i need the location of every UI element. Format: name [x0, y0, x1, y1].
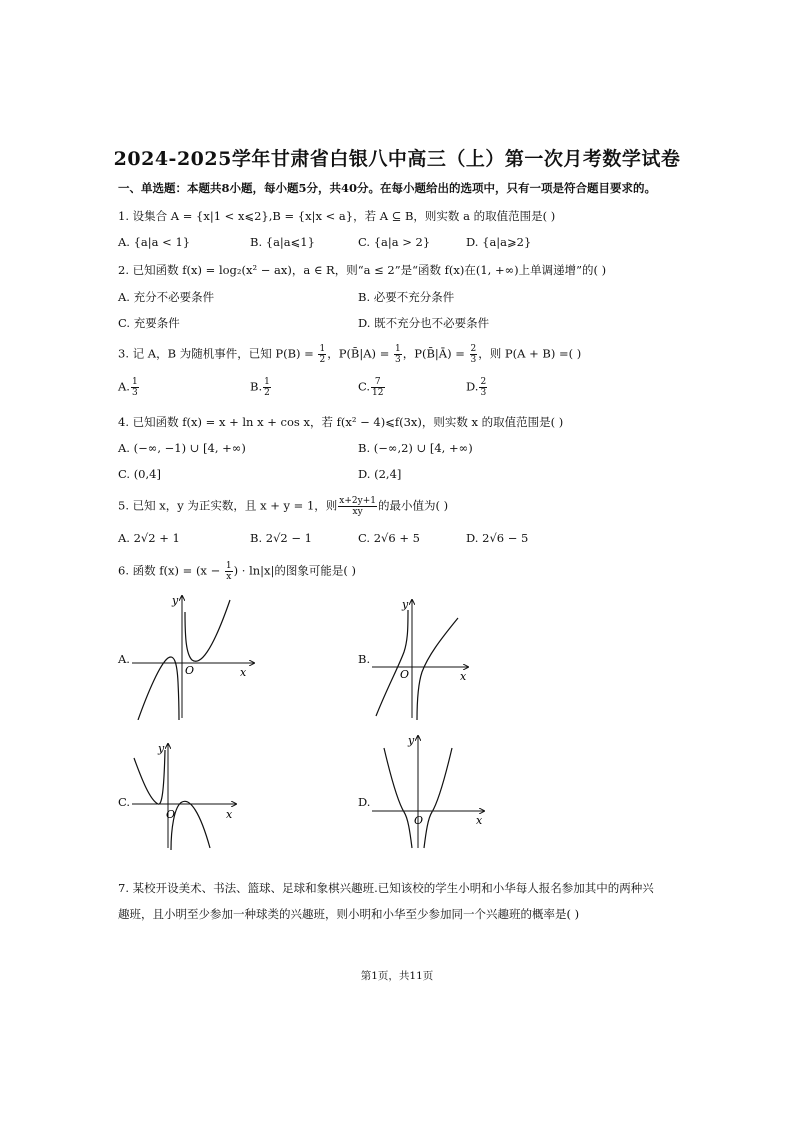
question-5-option-d: D. 2√6 − 5	[466, 531, 529, 545]
graph-b-origin: O	[400, 668, 410, 681]
graph-d-origin: O	[414, 814, 424, 827]
graph-d-curve-left	[384, 748, 412, 848]
graph-d	[370, 732, 490, 850]
question-4-option-b: B. (−∞,2) ∪ [4, +∞)	[358, 441, 473, 455]
graph-d-y-label: y	[408, 734, 415, 747]
question-6-stem: 6. 函数 f(x) = (x − $\frac{1}{x}$ ) · ln|x|的图象可能是( )	[118, 561, 357, 582]
question-2-option-b: B. 必要不充分条件	[358, 290, 455, 304]
graph-d-label: D.	[358, 795, 371, 809]
question-5-option-a: A. 2√2 + 1	[118, 531, 180, 545]
graph-a	[130, 592, 260, 720]
graph-c-x-label: x	[226, 808, 233, 821]
question-4-stem: 4. 已知函数 f(x) = x + ln x + cos x，若 f(x² − 4)⩽f(3x)，则实数 x 的取值范围是( )	[118, 415, 564, 429]
page-title: 2024-2025学年甘肃省白银八中高三（上）第一次月考数学试卷	[113, 148, 681, 170]
graph-d-curve-right	[424, 748, 452, 848]
graph-d-x-label: x	[476, 814, 483, 827]
graph-c-curve-left	[134, 750, 165, 804]
graph-a-y-label: y	[172, 594, 179, 607]
question-4-option-a: A. (−∞, −1) ∪ [4, +∞)	[118, 441, 246, 455]
question-2-option-a: A. 充分不必要条件	[118, 290, 215, 304]
question-5-option-b: B. 2√2 − 1	[250, 531, 312, 545]
graph-b-curve-right	[417, 618, 458, 720]
question-3-option-d: D. $\frac{2}{3}$	[466, 377, 487, 398]
question-5-stem: 5. 已知 x，y 为正实数，且 x + y = 1，则 $\frac{x+2y+1}{xy}$ 的最小值为( )	[118, 496, 449, 517]
graph-c-y-label: y	[158, 742, 165, 755]
question-1-stem: 1. 设集合 A = {x|1 < x⩽2},B = {x|x < a}，若 A ⊆ B，则实数 a 的取值范围是( )	[118, 209, 556, 223]
question-1-option-c: C. {a|a > 2}	[358, 235, 431, 249]
question-3-stem: 3. 记 A，B 为随机事件，已知 P(B) = $\frac{1}{2}$ ，P(B̄|A) = $\frac{1}{3}$ ，P(B̄|Ā) = $\frac{2}{3}$ ，则 P(A + B) =( )	[118, 344, 582, 365]
graph-c	[130, 740, 242, 850]
question-4-option-d: D. (2,4]	[358, 467, 402, 481]
question-2-stem: 2. 已知函数 f(x) = log₂(x² − ax)，a ∈ R，则“a ≤ 2”是“函数 f(x)在(1, +∞)上单调递增”的( )	[118, 263, 607, 277]
question-2-option-c: C. 充要条件	[118, 316, 180, 330]
graph-c-label: C.	[118, 795, 131, 809]
question-1-option-d: D. {a|a⩾2}	[466, 235, 532, 249]
graph-a-curve-left	[138, 657, 179, 720]
graph-b-curve-left	[376, 610, 408, 716]
graph-a-x-label: x	[240, 666, 247, 679]
question-1-option-a: A. {a|a < 1}	[118, 235, 191, 249]
question-2-option-d: D. 既不充分也不必要条件	[358, 316, 490, 330]
question-3-option-c: C. $\frac{7}{12}$	[358, 377, 384, 398]
graph-a-curve-right	[185, 600, 230, 661]
question-5-option-c: C. 2√6 + 5	[358, 531, 420, 545]
graph-c-curve-right	[171, 801, 210, 850]
page-footer: 第1页，共11页	[360, 970, 434, 982]
graph-a-label: A.	[118, 652, 130, 666]
question-3-option-b: B. $\frac{1}{2}$	[250, 377, 270, 398]
graph-b	[370, 596, 474, 720]
graph-a-origin: O	[185, 664, 195, 677]
graph-b-x-label: x	[460, 670, 467, 683]
question-4-option-c: C. (0,4]	[118, 467, 161, 481]
question-7-stem-line-2: 趣班，且小明至少参加一种球类的兴趣班，则小明和小华至少参加同一个兴趣班的概率是( )	[118, 907, 580, 921]
question-7-stem-line-1: 7. 某校开设美术、书法、篮球、足球和象棋兴趣班.已知该校的学生小明和小华每人报名参加其中的两种兴	[118, 881, 654, 895]
graph-c-origin: O	[166, 808, 176, 821]
graph-b-label: B.	[358, 652, 371, 666]
question-3-option-a: A. $\frac{1}{3}$	[118, 377, 138, 398]
section-heading: 一、单选题：本题共8小题，每小题5分，共40分。在每小题给出的选项中，只有一项是符合题目要求的。	[118, 181, 657, 195]
graph-b-y-label: y	[402, 598, 409, 611]
question-1-option-b: B. {a|a⩽1}	[250, 235, 315, 249]
